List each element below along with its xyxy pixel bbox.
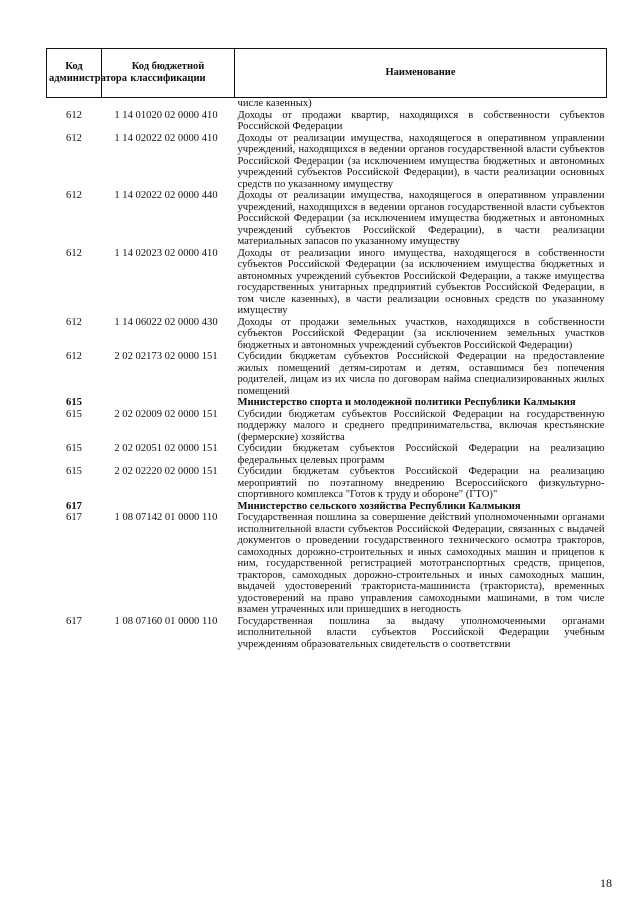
admin-code-cell: 612 [66,247,82,259]
section-row [47,397,607,409]
name-cell: Субсидии бюджетам субъектов Российской Федерации на предоставление жилых помещений детям-сиротам и детям, оставшимся без попечения родителей, лицам из их числа по договорам найма специализированных жилых помещений [237,351,605,397]
name-cell: Доходы от реализации имущества, находящегося в оперативном управлении учреждений, находящихся в ведении органов государственной власти субъектов Российской Федерации (за исключением имущества бюджетных и автономных учреждений субъектов Российской Федерации), в части реализации материальных запасов по указанному имуществу [237,190,605,247]
table-row [47,616,607,651]
admin-code-cell: 612 [66,132,82,144]
budget-code-cell: 2 02 02009 02 0000 151 [114,408,218,420]
budget-code-cell: 1 14 01020 02 0000 410 [114,109,218,121]
admin-code-cell [47,98,102,110]
admin-code-cell: 612 [66,351,82,362]
budget-code-cell: 1 14 06022 02 0000 430 [114,316,218,328]
header-admin-code: Код администратора [47,49,102,98]
name-cell: Доходы от продажи квартир, находящихся в собственности субъектов Российской Федерации [237,109,605,132]
budget-code-cell: 1 14 02022 02 0000 410 [114,132,218,144]
name-cell: Субсидии бюджетам субъектов Российской Федерации на государственную поддержку малого и среднего предпринимательства, включая крестьянские (фермерские) хозяйства [237,408,605,443]
budget-code-cell [102,501,235,513]
table-row [47,133,607,191]
admin-code-cell: 617 [66,615,82,627]
table-body [47,98,607,651]
table-row [47,98,607,110]
table-row [47,190,607,248]
name-cell: числе казенных) [237,98,312,109]
name-cell: Министерство спорта и молодежной политики Республики Калмыкия [237,397,576,408]
table-row [47,443,607,466]
admin-code-cell: 617 [66,500,82,512]
page-number: 18 [600,876,612,890]
admin-code-cell: 612 [66,109,82,121]
name-cell: Доходы от реализации имущества, находящегося в оперативном управлении учреждений, находящихся в ведении органов государственной власти субъектов Российской Федерации (за исключением имущества бюджетных и автономных учреждений субъектов Российской Федерации), в части реализации основных средств по указанному имуществу [237,132,605,190]
admin-code-cell: 615 [66,408,82,420]
admin-code-cell: 615 [66,443,82,454]
admin-code-cell: 612 [66,190,82,201]
budget-code-cell: 1 08 07142 01 0000 110 [114,512,218,523]
header-budget-code: Код бюджетной классификации [102,49,235,98]
budget-code-cell: 1 14 02023 02 0000 410 [114,247,218,259]
table-row [47,512,607,616]
table-row [47,466,607,501]
name-cell: Государственная пошлина за совершение действий уполномоченными органами исполнительной власти субъектов Российской Федерации, связанных с выдачей документов о проведении государственного технического осмотра тракторов, самоходных дорожно-строительных и иных самоходных машин и прицепов к ним, государственной регистрацией мототранспортных средств, прицепов, тракторов, самоходных дорожно-строительных и иных самоходных машин, выдачей удостоверений тракториста-машиниста (тракториста), временных удостоверений на право управления самоходными машинами, в том числе взамен утраченных или пришедших в негодность [237,512,605,615]
header-name: Наименование [235,49,607,98]
budget-code-cell [102,98,235,110]
name-cell: Доходы от продажи земельных участков, находящихся в собственности субъектов Российской Федерации (за исключением земельных участков бюджетных и автономных учреждений субъектов Российской Федерации) [237,316,605,351]
name-cell: Государственная пошлина за выдачу уполномоченными органами исполнительной власти субъектов Российской Федерации учебным учреждениям образовательных свидетельств о соответствии [237,615,605,650]
table-row [47,317,607,352]
budget-code-cell: 2 02 02051 02 0000 151 [114,443,218,454]
admin-code-cell: 612 [66,316,82,328]
name-cell: Доходы от реализации иного имущества, находящегося в собственности субъектов Российской Федерации (за исключением имущества бюджетных и автономных учреждений субъектов Российской Федерации, а также имущества государственных унитарных предприятий субъектов Российской Федерации, в том числе казенных), в части реализации основных средств по указанному имуществу [237,247,605,316]
table-row [47,409,607,444]
name-cell: Министерство сельского хозяйства Республики Калмыкия [237,500,521,512]
budget-code-cell: 2 02 02220 02 0000 151 [114,466,218,477]
budget-classification-table [46,48,607,650]
table-header-row [47,49,607,98]
name-cell: Субсидии бюджетам субъектов Российской Федерации на реализацию федеральных целевых программ [237,443,605,466]
table-row [47,351,607,397]
section-row [47,501,607,513]
document-page [46,48,606,650]
budget-code-cell [102,397,235,409]
budget-code-cell: 1 14 02022 02 0000 440 [114,190,218,201]
name-cell: Субсидии бюджетам субъектов Российской Федерации на реализацию мероприятий по поэтапному внедрению Всероссийского физкультурно-спортивного комплекса "Готов к труду и обороне" (ГТО)" [237,466,605,500]
budget-code-cell: 2 02 02173 02 0000 151 [114,351,218,362]
admin-code-cell: 615 [66,466,82,477]
budget-code-cell: 1 08 07160 01 0000 110 [114,615,218,627]
table-row [47,248,607,317]
table-row [47,110,607,133]
admin-code-cell: 615 [66,397,82,408]
admin-code-cell: 617 [66,512,82,523]
